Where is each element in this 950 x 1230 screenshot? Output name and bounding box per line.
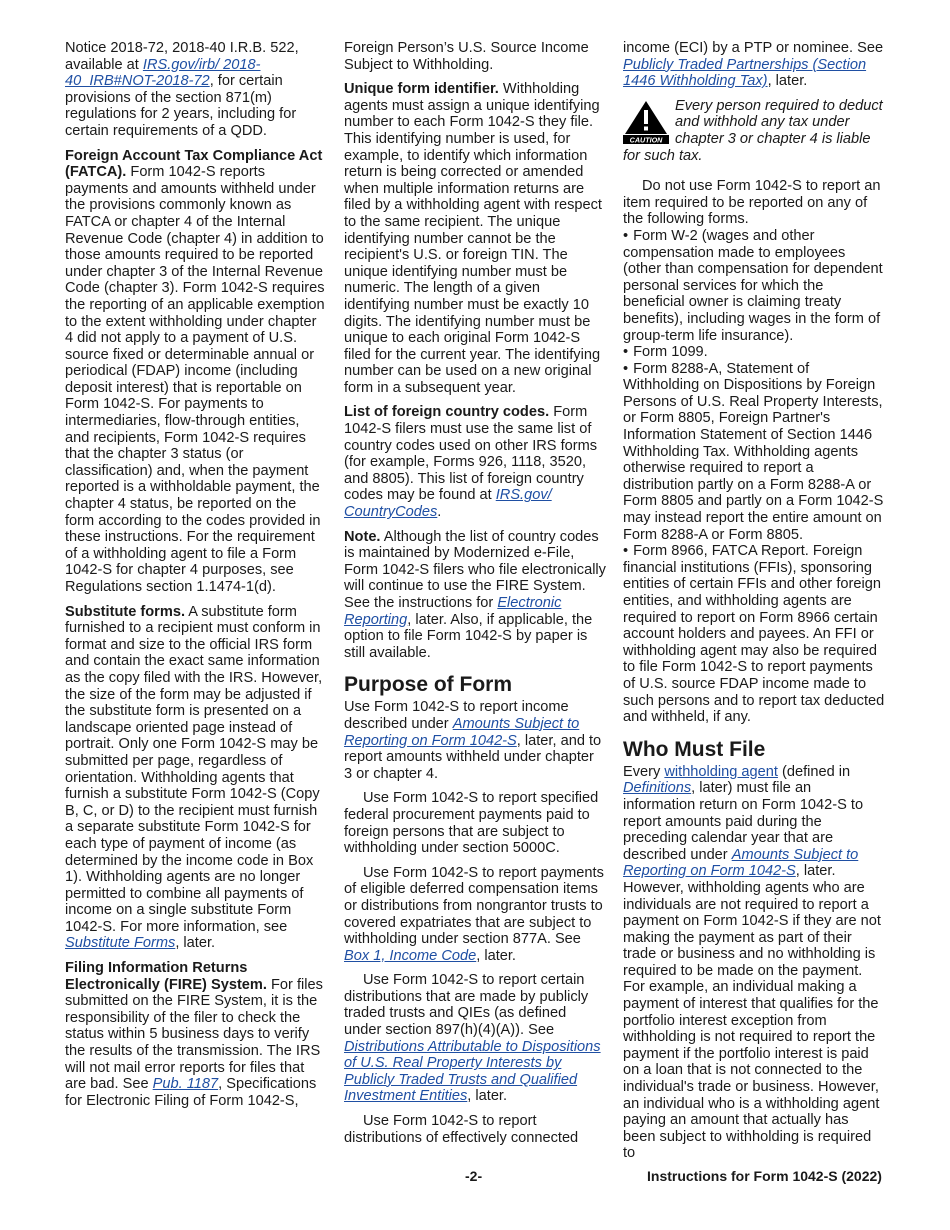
pub-1187-link[interactable]: Pub. 1187 [152,1076,219,1093]
fire-paragraph: Filing Information Returns Electronically (FIRE) System. For files submitted on the FIRE System, it is the responsibility of the filer to check the status within 5 business days to verify the results of the transmission. The IRS will not mail error reports for files that are bad. See Pub. 1187, Specifications for Electronic Filing of Form 1042-S, [65,960,323,1109]
bullet-item: • Form 8288-A, Statement of Withholding on Dispositions by Foreign Persons of U.S. Real Property Interests, or Form 8805, Foreign Partner's Information Statement of Section 1446 Withholding Tax. Withholding agents otherwise required to report a distribution partly on a Form 8288-A or Form 8805 and partly on a Form 1042-S may instead report the entire amount on Form 8288-A or Form 8805. [623,361,885,544]
substitute-forms-link[interactable]: Substitute Forms [65,935,176,952]
distributions-link[interactable]: Distributions Attributable to Dispositions of U.S. Real Property Interests by Publicly Traded Trusts and Qualified Investment Entities [344,1038,601,1105]
do-not-use-paragraph: Do not use Form 1042-S to report an item required to be reported on any of the following forms. [623,178,881,228]
purpose-of-form-heading: Purpose of Form [344,673,513,697]
caution-label: CAUTION [629,135,663,144]
amounts-subject-link[interactable]: Amounts Subject to Reporting on Form 1042-S [344,715,580,749]
ptp-link[interactable]: Publicly Traded Partnerships (Section 1446 Withholding Tax) [623,56,867,90]
caution-text: Every person required to deduct and withhold any tax under chapter 3 or chapter 4 is liable [675,97,883,147]
caution-note [623,98,885,164]
who-must-file-heading: Who Must File [623,737,766,761]
fatca-heading: Foreign Account Tax Compliance Act (FATCA). [65,147,323,181]
document-title-footer: Instructions for Form 1042-S (2022) [647,1168,882,1184]
country-codes-heading: List of foreign country codes. [344,404,550,421]
eci-paragraph: income (ECI) by a PTP or nominee. See Publicly Traded Partnerships (Section 1446 Withholding Tax), later. [623,40,884,90]
column-3 [623,40,885,1170]
country-codes-link[interactable]: IRS.gov/ CountryCodes [344,487,552,521]
income-code-link[interactable]: Box 1, Income Code [344,947,477,964]
fatca-paragraph: Foreign Account Tax Compliance Act (FATCA). Form 1042-S reports payments and amounts withheld under the provisions commonly known as FATCA or chapter 4 of the Internal Revenue Code (chapter 4) in addition to those amounts required to be reported under chapter 3 of the Internal Revenue Code (chapter 3). Form 1042-S requires the reporting of an applicable exemption to the extent withholding under chapter 4 did not apply to a payment of U.S. source fixed or determinable annual or periodical (FDAP) income (including deposit interest) that is reportable on Form 1042-S. For payments to intermediaries, flow-through entities, and recipients, Form 1042-S requires that the chapter 3 status (or classification) and, when the payment reported is a withholdable payment, the chapter 4 status, be reported on the form according to the codes provided in these instructions. For the requirement of a withholding agent to file a Form 1042-S for chapter 4 purposes, see Regulations section 1.1474-1(d). [65,147,325,595]
electronic-reporting-link[interactable]: Electronic Reporting [344,595,562,628]
bullet-item: • Form W-2 (wages and other compensation made to employees (other than compensation for dependent personal services for which the beneficial owner is claiming treaty benefits), including wages in the form of group-term life insurance). [623,228,885,344]
purpose-paragraph-1: Use Form 1042-S to report income described under Amounts Subject to Reporting on Form 1042-S, later, and to report amounts withheld under chapter 3 or chapter 4. [344,699,602,782]
unique-identifier-heading: Unique form identifier. [344,81,499,98]
caution-text-tail: for such tax. [623,147,703,164]
note-paragraph: Note. Although the list of country codes is maintained by Modernized e-File, Form 1042-S filers who file electronically will continue to use the FIRE System. See the instructions for Electronic Reporting, later. Also, if applicable, the option to file Form 1042-S by paper is still available. [344,528,606,661]
caution-triangle-icon [623,100,669,144]
amounts-subject-link-2[interactable]: Amounts Subject to Reporting on Form 1042-S [623,846,859,880]
irb-link[interactable]: IRS.gov/irb/ 2018-40_IRB#NOT-2018-72 [65,56,261,90]
who-must-file-paragraph: Every withholding agent (defined in Definitions, later) must file an information return on Form 1042-S to report amounts paid during the preceding calendar year that are described under Amounts Subject to Reporting on Form 1042-S, later. However, withholding agents who are individuals are not required to report a payment on Form 1042-S if they are not making the payment as part of their trade or business and no withholding is required to be made on the payment. For example, an individual making a payment of interest that qualifies for the portfolio interest exception from withholding is not required to report the payment if the portfolio interest is paid on a loan that is not connected to the individual's trade or business. However, an individual who is a withholding agent paying an amount that actually has been subject to withholding is required to [623,763,881,1162]
substitute-forms-heading: Substitute forms. [65,603,185,620]
fire-heading: Filing Information Returns Electronically (FIRE) System. [65,960,267,993]
substitute-forms-paragraph: Substitute forms. A substitute form furnished to a recipient must conform in format and size to the official IRS form and contain the exact same information as the copy filed with the IRS. However, the size of the form may be adjusted if the substitute form is presented on a landscape oriented page instead of portrait. Only one Form 1042-S may be submitted per page, regardless of orientation. Withholding agents that furnish a substitute Form 1042-S (Copy B, C, or D) to the recipient must furnish a separate substitute Form 1042-S for each type of payment of income (as determined by the income code in Box 1). Withholding agents are no longer permitted to combine all payments of income on a single substitute Form 1042-S. For more information, see Substitute Forms, later. [65,603,323,952]
purpose-paragraph-4: Use Form 1042-S to report certain distributions that are made by publicly traded trusts and QIEs (as defined under section 897(h)(4)(A)). See Distributions Attributable to Dispositions of U.S. Real Property Interests by Publicly Traded Trusts and Qualified Investment Entities, later. [344,972,601,1105]
withholding-agent-link[interactable]: withholding agent [664,763,778,780]
bullet-item: • Form 1099. [623,344,885,361]
note-heading: Note. [344,528,381,545]
definitions-link[interactable]: Definitions [623,780,692,797]
purpose-paragraph-2: Use Form 1042-S to report specified federal procurement payments paid to foreign persons that are subject to withholding under section 5000C. [344,790,599,857]
page-number: -2- [465,1168,483,1184]
column-2 [344,40,606,1154]
purpose-paragraph-5: Use Form 1042-S to report distributions of effectively connected [344,1113,579,1146]
continued-title-paragraph: Foreign Person’s U.S. Source Income Subject to Withholding. [344,40,589,73]
notice-paragraph: Notice 2018-72, 2018-40 I.R.B. 522, available at IRS.gov/irb/ 2018-40_IRB#NOT-2018-72, for certain provisions of the section 871(m) regulations for 2 years, including for certain requirements of a QDD. [65,40,299,139]
country-codes-paragraph: List of foreign country codes. Form 1042-S filers must use the same list of country codes used on other IRS forms (for example, Forms 926, 1118, 3520, and 8805). This list of foreign country codes may be found at IRS.gov/ CountryCodes. [344,404,598,521]
column-1 [65,40,327,1117]
bullet-item: • Form 8966, FATCA Report. Foreign financial institutions (FFIs), sponsoring entities of certain FFIs and other foreign entities, and withholding agents are required to report on Form 8966 certain account holders and payees. An FFI or withholding agent may also be required to file Form 1042-S to report payments of U.S. source FDAP income made to such persons and to report tax deducted and withheld, if any. [623,543,885,726]
purpose-paragraph-3: Use Form 1042-S to report payments of eligible deferred compensation items or distributions from nongrantor trusts to covered expatriates that are subject to withholding under section 877A. See Box 1, Income Code, later. [344,864,604,964]
unique-identifier-paragraph: Unique form identifier. Withholding agents must assign a unique identifying number to each Form 1042-S they file. This identifying number is used, for example, to identify which information return is being corrected or amended when multiple information returns are filed by a withholding agent with respect to the same recipient. The unique identifying number cannot be the recipient's U.S. or foreign TIN. The unique identifying number must be numeric. The length of a given identifying number must be exactly 10 digits. The identifying number must be unique to each original Form 1042-S filed for the current year. The identifying number can be used on a new original form in a subsequent year. [344,81,602,396]
